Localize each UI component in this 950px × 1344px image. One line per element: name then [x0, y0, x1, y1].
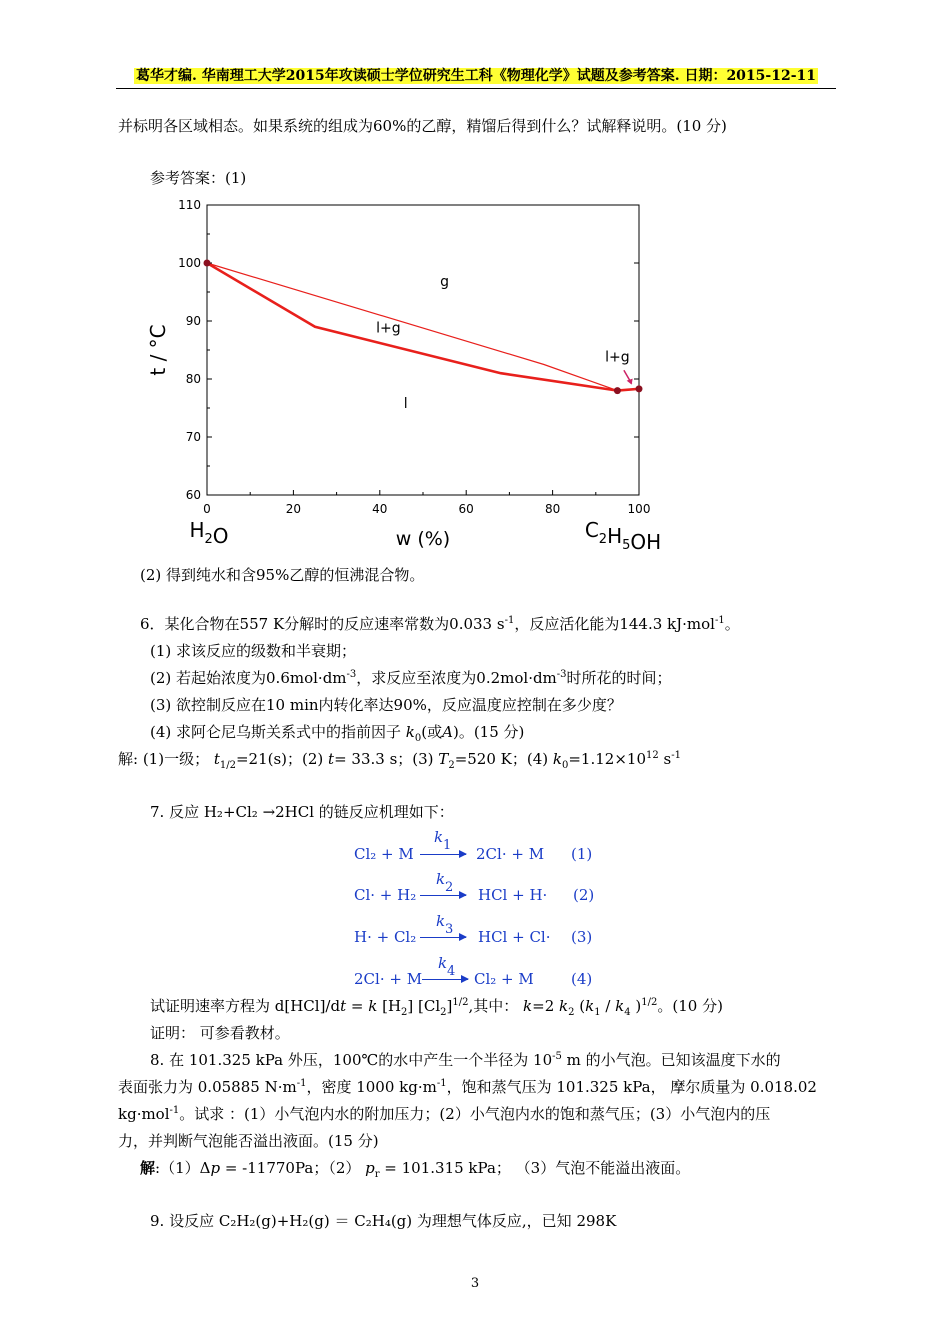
region-label: l+g	[376, 320, 401, 337]
q7-rate-equation: 试证明速率方程为 d[HCl]/dt = k $[H_2]$ $[Cl_2]^{1/2}$,其中： k=2 $k_2$ ($k_1 / k_4$ )$^{1/2}$。(10 分)	[150, 997, 723, 1018]
q8-solution: 解:（1）Δp = -11770Pa；（2） $p_r = 101.315$ kPa； （3）气泡不能溢出液面。	[140, 1159, 691, 1180]
rate-constant: k	[436, 912, 446, 930]
region-label: l	[403, 396, 408, 412]
vapor-curve	[207, 263, 639, 391]
q7-title: 7. 反应 H₂+Cl₂ →2HCl 的链反应机理如下：	[150, 803, 454, 821]
x-tick-label: 20	[285, 502, 302, 516]
y-tick-label: 90	[185, 314, 201, 328]
phase-diagram-chart	[140, 190, 680, 560]
reaction-arrow	[420, 854, 466, 855]
reaction-arrow	[420, 895, 466, 896]
reaction-right: 2Cl· + M	[476, 845, 545, 863]
reaction-number: (3)	[571, 928, 593, 946]
answer-label: 参考答案：(1)	[150, 169, 247, 187]
rate-constant: k	[436, 870, 446, 888]
reaction-1	[354, 828, 614, 868]
x-tick-label: 40	[372, 502, 388, 516]
y-axis-label: t / °C	[146, 324, 170, 376]
data-point-marker	[204, 260, 211, 267]
q8-line-1: 8. 在 101.325 kPa 外压，100℃的水中产生一个半径为 $10^{-5}$ m 的小气泡。已知该温度下水的	[150, 1051, 781, 1069]
reaction-3	[354, 912, 614, 952]
reaction-arrow	[422, 979, 468, 980]
region-label: g	[440, 274, 450, 291]
q6-part-1: (1) 求该反应的级数和半衰期；	[150, 642, 357, 660]
q9-line: 9. 设反应 C₂H₂(g)+H₂(g) ＝ C₂H₄(g) 为理想气体反应,，已知 298K	[150, 1212, 617, 1230]
reaction-right: HCl + H·	[478, 886, 548, 904]
q8-line-4: 力，并判断气泡能否溢出液面。(15 分)	[118, 1132, 379, 1150]
header-rule	[116, 88, 836, 89]
reaction-4	[354, 954, 614, 994]
q6-title: 6．某化合物在557 K分解时的反应速率常数为0.033 $s^{-1}$，反应活化能为144.3 kJ·mol$^{-1}$。	[140, 615, 740, 633]
left-component-label: $H_2O$	[189, 518, 229, 548]
reaction-number: (4)	[571, 970, 593, 988]
reaction-left: Cl· + H₂	[354, 886, 417, 904]
data-point-marker	[614, 387, 621, 394]
reaction-right: Cl₂ + M	[474, 970, 534, 988]
answer-2: (2) 得到纯水和含95%乙醇的恒沸混合物。	[140, 566, 425, 584]
reaction-right: HCl + Cl·	[478, 928, 551, 946]
q8-line-2: 表面张力为 0.05885 $N\cdot m^{-1}$，密度 1000 $kg\cdot m^{-1}$，饱和蒸气压为 101.325 kPa， 摩尔质量为 0.018.02	[118, 1078, 817, 1096]
reaction-number: (2)	[573, 886, 595, 904]
reaction-left: Cl₂ + M	[354, 845, 414, 863]
right-component-label: $C_2H_5OH$	[584, 518, 662, 554]
page-header	[118, 66, 834, 86]
reaction-left: H· + Cl₂	[354, 928, 417, 946]
reaction-arrow	[420, 937, 466, 938]
q6-part-4: (4) 求阿仑尼乌斯关系式中的指前因子 $k_0$(或A)。(15 分)	[150, 723, 525, 744]
reaction-2	[354, 870, 614, 910]
q6-solution: 解: (1)一级； $t_{1/2}=21(s)$；(2) t= 33.3 s；(3) $T_2=520$ K；(4) $k_0=1.12\times 10^{12}$ $s^{-1}$	[118, 750, 681, 771]
y-tick-label: 80	[185, 372, 201, 386]
q6-part-3: (3) 欲控制反应在10 min内转化率达90%，反应温度应控制在多少度？	[150, 696, 622, 714]
y-tick-label: 70	[185, 430, 201, 444]
rate-constant-subscript: 1	[443, 838, 452, 853]
x-tick-label: 80	[544, 502, 561, 516]
plot-frame	[207, 205, 639, 495]
q6-part-2: (2) 若起始浓度为$0.6mol\cdot dm^{-3}$，求反应至浓度为$0.2mol\cdot dm^{-3}$时所花的时间；	[150, 669, 672, 687]
x-tick-label: 100	[627, 502, 651, 516]
rate-constant-subscript: 2	[445, 880, 454, 895]
rate-constant: k	[434, 828, 444, 846]
x-tick-label: 0	[203, 502, 211, 516]
rate-constant-subscript: 4	[447, 964, 456, 979]
header-text: 葛华才编. 华南理工大学2015年攻读硕士学位研究生工科《物理化学》试题及参考答案. 日期：2015-12-11	[135, 68, 816, 84]
y-tick-label: 110	[178, 198, 201, 212]
y-tick-label: 100	[178, 256, 201, 270]
intro-line: 并标明各区域相态。如果系统的组成为60%的乙醇，精馏后得到什么？试解释说明。(10 分)	[118, 117, 727, 135]
y-tick-label: 60	[185, 488, 201, 502]
x-tick-label: 60	[458, 502, 474, 516]
page-number: 3	[470, 1276, 480, 1291]
x-axis-label: w (%)	[395, 528, 451, 550]
rate-constant: k	[438, 954, 448, 972]
data-point-marker	[636, 385, 643, 392]
rate-constant-subscript: 3	[445, 922, 454, 937]
region-label: l+g	[605, 349, 630, 366]
q8-line-3: kg·mol$^{-1}$。试求 ：(1）小气泡内水的附加压力；(2）小气泡内水的饱和蒸气压；(3）小气泡内的压	[118, 1105, 771, 1123]
q7-reaction-list	[354, 828, 614, 998]
reaction-number: (1)	[571, 845, 593, 863]
reaction-left: 2Cl· + M	[354, 970, 423, 988]
q7-proof: 证明： 可参看教材。	[150, 1024, 290, 1042]
